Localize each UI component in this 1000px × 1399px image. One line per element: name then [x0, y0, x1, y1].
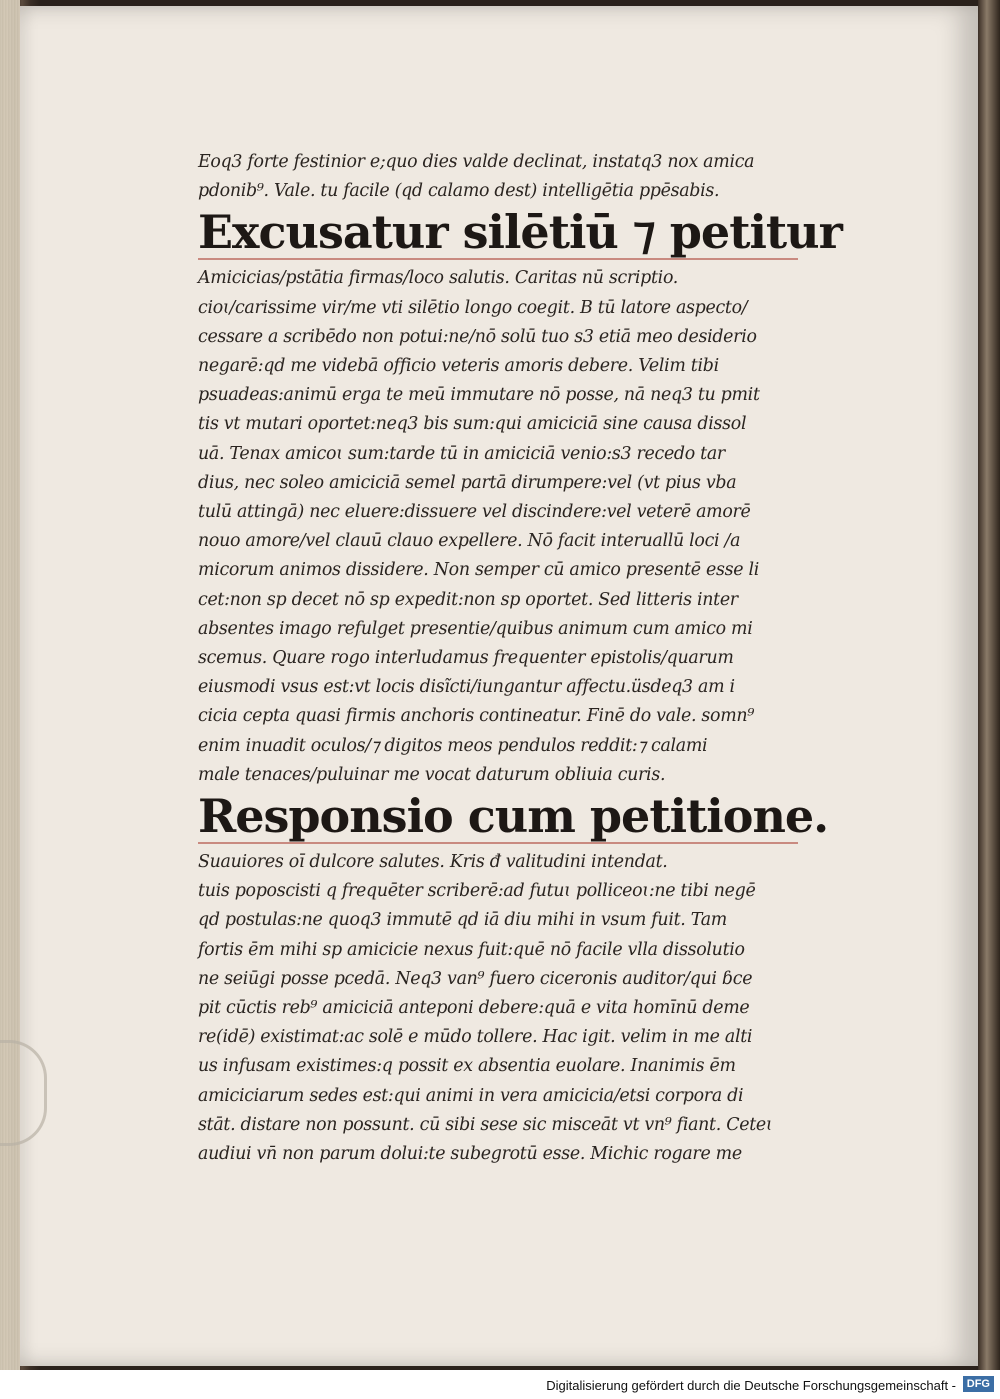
- text-line: qd postulas:ne quoq3 immutē qd iā diu mihi in vsum fuit. Tam: [198, 910, 727, 931]
- text-line: eiusmodi vsus est:vt locis disĩcti/iungantur affectu.üsdeq3 am i: [198, 677, 735, 698]
- text-line: male tenaces/puluinar me vocat daturum obliuia curis.: [198, 764, 666, 785]
- text-line: nouo amore/vel clauū clauo expellere. Nō facit interuallū loci /a: [198, 531, 741, 552]
- text-line: amiciciarum sedes est:qui animi in vera amicicia/etsi corpora di: [198, 1085, 744, 1106]
- text-line: us infusam existimes:q possit ex absentia euolare. Inanimis ēm: [198, 1056, 736, 1077]
- bleed-through-text: [380, 105, 700, 135]
- text-line: Eoq3 forte festinior e;quo dies valde declinat, instatq3 nox amica: [198, 152, 755, 172]
- text-line: scemus. Quare rogo interludamus frequenter epistolis/quarum: [198, 648, 734, 669]
- text-line: fortis ēm mihi sp amicicie nexus fuit:quē nō facile vlla dissolutio: [198, 939, 745, 960]
- text-line: enim inuadit oculos/⁊ digitos meos pendulos reddit:⁊ calami: [198, 735, 708, 756]
- top-lines: [198, 148, 838, 206]
- text-line: absentes imago refulget presentie/quibus animum cum amico mi: [198, 618, 753, 639]
- text-line: dius, nec soleo amiciciā semel partā dirumpere:vel (vt pius vba: [198, 472, 737, 493]
- text-line: cicia cepta quasi firmis anchoris contineatur. Finē do vale. somn⁹: [198, 706, 754, 727]
- page-edges: [0, 0, 20, 1370]
- footer-bar: [0, 1370, 1000, 1399]
- text-line: psuadeas:animū erga te meū immutare nō posse, nā neq3 tu pmit: [198, 385, 760, 406]
- text-line: audiui vn̄ non parum dolui:te subegrotū esse. Michic rogare me: [198, 1144, 742, 1165]
- section-2: [198, 848, 838, 1169]
- text-line: stāt. distare non possunt. cū sibi sese sic misceāt vt vn⁹ fiant. Ceteɩ: [198, 1114, 773, 1135]
- book-right-edge: [978, 0, 1000, 1370]
- text-line: tis vt mutari oportet:neq3 bis sum:qui amiciciā sine causa dissol: [198, 414, 747, 435]
- text-line: Amicicias/pstātia firmas/loco salutis. Caritas nū scriptio.: [198, 268, 679, 289]
- text-line: uā. Tenax amicoɩ sum:tarde tū in amiciciā venio:s3 recedo tar: [198, 443, 725, 464]
- text-line: cet:non sp decet nō sp expedit:non sp oportet. Sed litteris inter: [198, 589, 738, 610]
- text-line: micorum animos dissidere. Non semper cū amico presentē esse li: [198, 560, 759, 581]
- section-1: [198, 264, 838, 790]
- heading-responsio: Responsio cum petitione.: [198, 789, 829, 844]
- page-text: [198, 148, 842, 1169]
- text-line: re(idē) existimat:ac solē e mūdo tollere. Hac igit. velim in me alti: [198, 1027, 753, 1048]
- text-line: cioɩ/carissime vir/me vti silētio longo coegit. B tū latore aspecto/: [198, 297, 748, 318]
- text-line: ne seiūgi posse pcedā. Neq3 van⁹ fuero ciceronis auditor/qui ɓce: [198, 968, 753, 989]
- text-line: pdonib⁹. Vale. tu facile (qd calamo dest) intelligētia ppēsabis.: [198, 181, 720, 202]
- text-line: Suauiores oī dulcore salutes. Kris đ valitudini intendat.: [198, 852, 668, 873]
- text-line: cessare a scribēdo non potui:ne/nō solū tuo s3 etiā meo desiderio: [198, 326, 757, 347]
- text-line: tuis poposcisti q frequēter scriberē:ad futuɩ polliceoɩ:ne tibi negē: [198, 881, 756, 902]
- funding-notice: Digitalisierung gefördert durch die Deutsche Forschungsgemeinschaft -: [546, 1378, 956, 1393]
- text-line: negarē:qd me videbā officio veteris amoris debere. Velim tibi: [198, 356, 719, 377]
- text-line: pit cūctis reb⁹ amiciciā anteponi debere:quā e vita homīnū deme: [198, 998, 750, 1019]
- heading-excusatur: Excusatur silētiū ⁊ petitur: [198, 205, 842, 260]
- dfg-logo: DFG: [963, 1376, 994, 1392]
- text-line: tulū attingā) nec eluere:dissuere vel discindere:vel veterē amorē: [198, 502, 751, 523]
